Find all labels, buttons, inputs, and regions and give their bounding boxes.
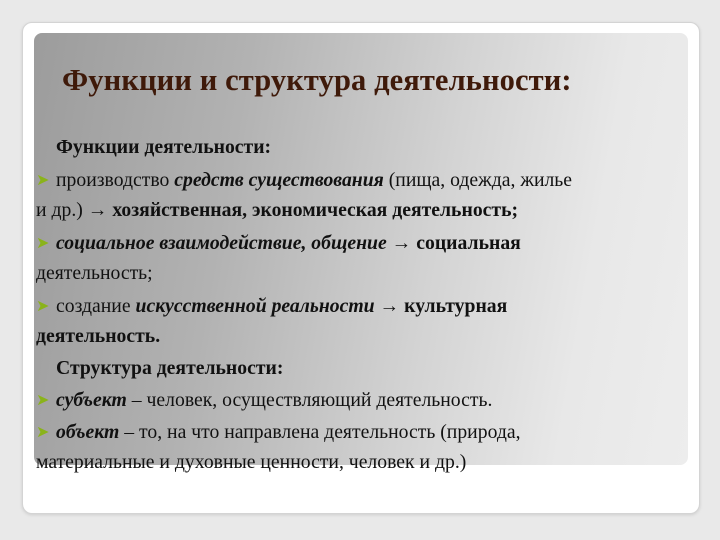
list-item: ➤ создание искусственной реальности → культурная [36, 290, 701, 322]
arrowhead-bullet-icon: ➤ [36, 295, 50, 315]
list-item-continuation: деятельность. [36, 325, 161, 347]
list-item: ➤ объект – то, на что направлена деятельность (природа, [36, 416, 701, 448]
structure-heading: Структура деятельности: [56, 356, 284, 379]
slide-title: Функции и структура деятельности: [62, 63, 572, 97]
arrowhead-bullet-icon: ➤ [36, 421, 50, 441]
list-item-continuation: и др.) → хозяйственная, экономическая деятельность; [36, 199, 519, 221]
arrowhead-bullet-icon: ➤ [36, 390, 50, 409]
slide-body [36, 132, 701, 479]
list-item: ➤ производство средств существования (пища, одежда, жилье [36, 164, 701, 196]
functions-heading: Функции деятельности: [56, 136, 272, 158]
list-item: ➤ социальное взаимодействие, общение → социальная [36, 227, 701, 259]
list-item-continuation: материальные и духовные ценности, человек и др.) [36, 451, 467, 473]
arrowhead-bullet-icon: ➤ [36, 169, 50, 189]
list-item: ➤ субъект – человек, осуществляющий деятельность. [36, 384, 701, 416]
arrowhead-bullet-icon: ➤ [36, 232, 50, 252]
list-item-continuation: деятельность; [36, 262, 153, 284]
